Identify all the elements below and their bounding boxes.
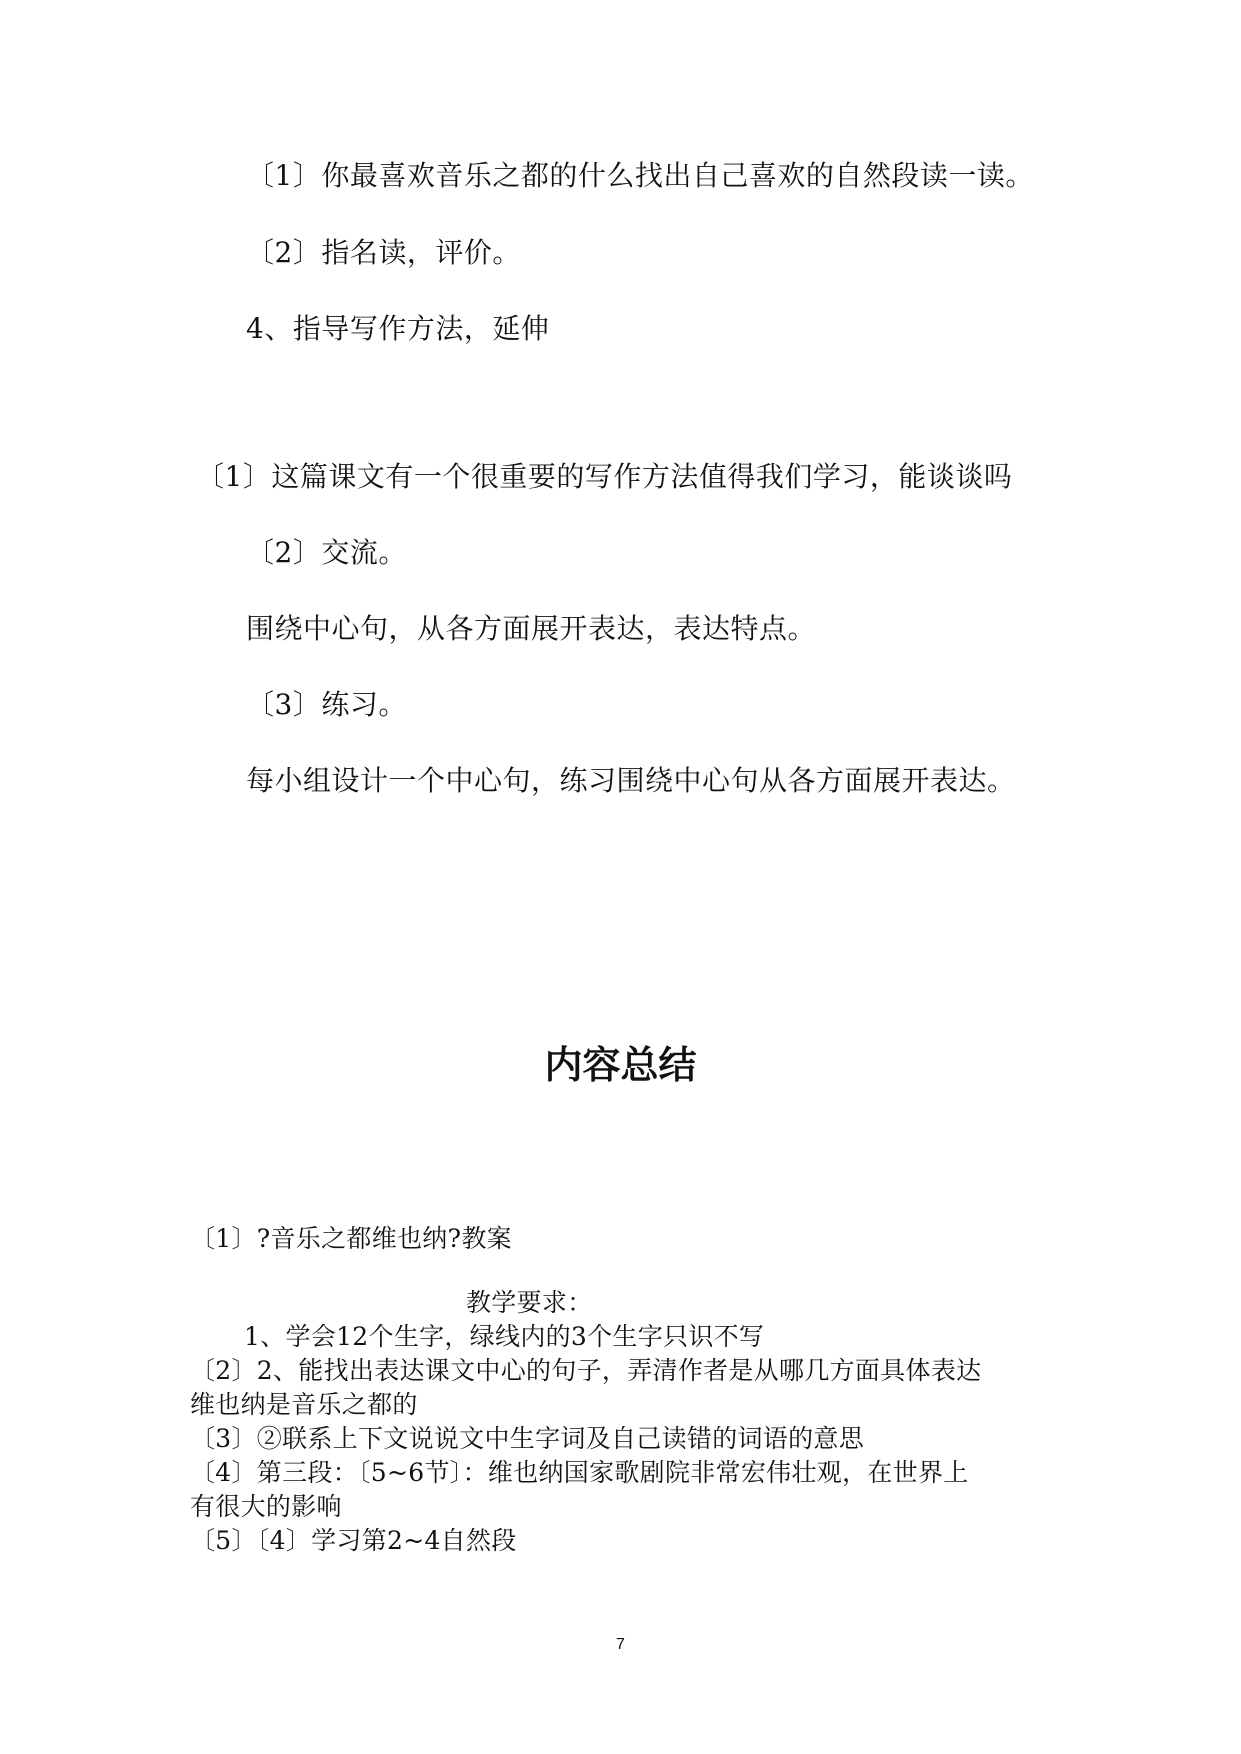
- summary-line: 〔3〕②联系上下文说说文中生字词及自己读错的词语的意思: [190, 1424, 865, 1453]
- paragraph-writing-method: 4、指导写作方法，延伸: [246, 312, 550, 345]
- summary-line: 1、学会12个生字，绿线内的3个生字只识不写: [244, 1322, 765, 1351]
- paragraph-exchange: 〔2〕交流。: [246, 536, 407, 569]
- paragraph-practice: 〔3〕练习。: [246, 688, 407, 721]
- page-number: 7: [616, 1636, 625, 1653]
- summary-line: 〔4〕第三段：〔5~6节〕：维也纳国家歌剧院非常宏伟壮观，在世界上: [190, 1458, 969, 1487]
- paragraph-favorite-part: 〔1〕你最喜欢音乐之都的什么找出自己喜欢的自然段读一读。: [246, 159, 1034, 192]
- paragraph-central-sentence: 围绕中心句，从各方面展开表达，表达特点。: [246, 612, 817, 645]
- summary-heading: 内容总结: [544, 1043, 697, 1087]
- paragraph-read-evaluate: 〔2〕指名读，评价。: [246, 236, 521, 269]
- paragraph-discuss-method: 〔1〕这篇课文有一个很重要的写作方法值得我们学习，能谈谈吗: [196, 460, 1013, 493]
- summary-line: 教学要求：: [466, 1288, 593, 1317]
- summary-line: 有很大的影响: [190, 1492, 342, 1521]
- paragraph-group-task: 每小组设计一个中心句，练习围绕中心句从各方面展开表达。: [246, 764, 1016, 797]
- summary-line: 〔1〕?音乐之都维也纳?教案: [190, 1224, 512, 1253]
- summary-line: 〔2〕2、能找出表达课文中心的句子，弄清作者是从哪几方面具体表达: [190, 1356, 982, 1385]
- summary-line: 维也纳是音乐之都的: [190, 1390, 418, 1419]
- summary-line: 〔5〕〔4〕学习第2~4自然段: [190, 1526, 517, 1555]
